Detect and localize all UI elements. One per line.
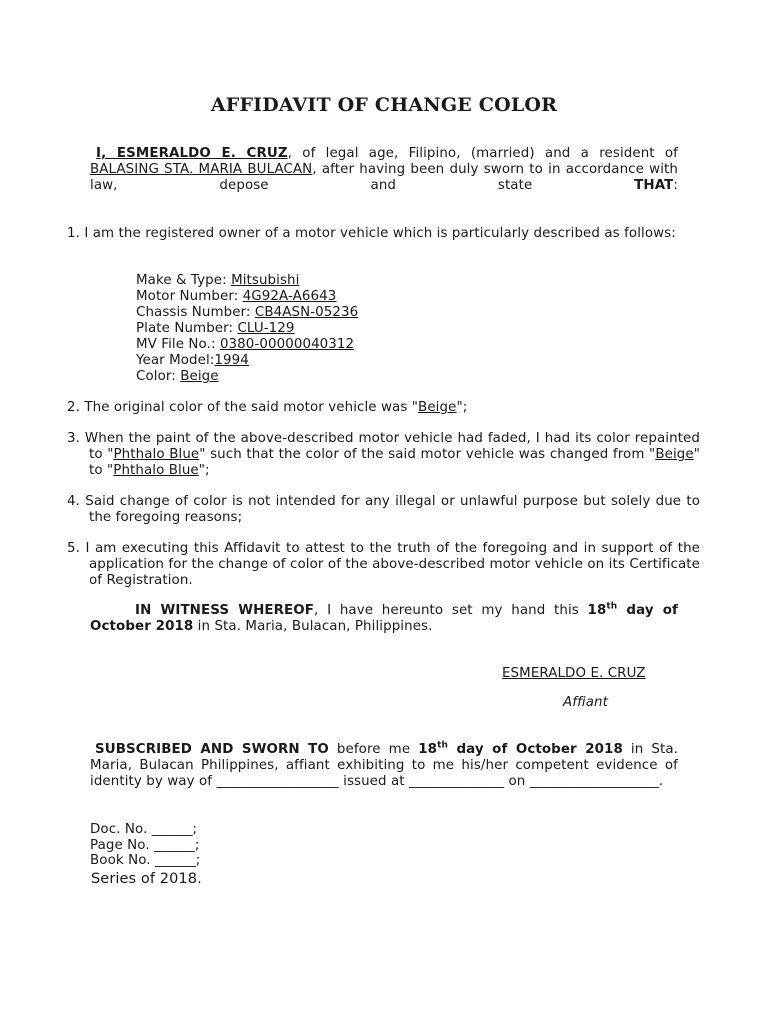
item-2-text-2: "; bbox=[456, 400, 468, 415]
motor-value: 4G92A-A6643 bbox=[242, 289, 337, 304]
identity-blank: __________________ bbox=[216, 774, 339, 789]
chassis-value: CB4ASN-05236 bbox=[254, 305, 359, 320]
item-3-text-1: When the paint of the above-described motor vehicle had faded, I had its color repainted to " bbox=[84, 431, 700, 462]
item-2-text-1: The original color of the said motor vehicle was " bbox=[84, 400, 419, 415]
subscribed-text-1: before me bbox=[328, 742, 419, 757]
item-2 bbox=[67, 400, 700, 416]
color-row bbox=[136, 369, 358, 385]
mv-value: 0380-00000040312 bbox=[219, 337, 355, 352]
page-number: Page No. ______; bbox=[90, 837, 200, 853]
item-3-text-2: " such that the color of the said motor vehicle was changed from " bbox=[199, 447, 656, 462]
motor-label: Motor Number: bbox=[136, 289, 243, 304]
subscribed-day-word: day of October 2018 bbox=[448, 742, 623, 757]
chassis-row bbox=[136, 305, 358, 321]
item-2-color: Beige bbox=[418, 400, 457, 415]
chassis-label: Chassis Number: bbox=[136, 305, 255, 320]
witness-lead: IN WITNESS WHEREOF bbox=[135, 603, 315, 618]
subscribed-paragraph bbox=[90, 742, 678, 790]
subscribed-day bbox=[418, 742, 623, 757]
plate-label: Plate Number: bbox=[136, 321, 238, 336]
color-value: Beige bbox=[180, 369, 219, 384]
subscribed-text-3: issued at bbox=[338, 774, 409, 789]
issued-at-blank: ______________ bbox=[409, 774, 505, 789]
subscribed-text-2: in Sta. Maria, Bulacan Philippines, affiant exhibiting to me his/her competent evidence of identity by way of bbox=[90, 742, 679, 789]
witness-text-2: in Sta. Maria, Bulacan, Philippines. bbox=[193, 619, 433, 634]
item-3-text-4: "; bbox=[198, 463, 210, 478]
residence: BALASING STA. MARIA BULACAN bbox=[90, 162, 313, 177]
subscribed-day-suffix: th bbox=[437, 740, 448, 751]
plate-value: CLU-129 bbox=[237, 321, 295, 336]
item-1 bbox=[67, 226, 700, 242]
notary-refs bbox=[90, 822, 200, 869]
item-3 bbox=[67, 431, 700, 479]
year-value: 1994 bbox=[214, 353, 249, 368]
series-year: Series of 2018. bbox=[91, 871, 202, 887]
signature-name: ESMERALDO E. CRUZ bbox=[502, 666, 646, 681]
mv-row bbox=[136, 337, 358, 353]
item-3-number: 3. bbox=[67, 431, 80, 446]
item-5-number: 5. bbox=[67, 541, 80, 556]
intro-text-3: : bbox=[673, 178, 678, 193]
item-3-new-color-2: Phthalo Blue bbox=[113, 463, 199, 478]
item-4-number: 4. bbox=[67, 494, 80, 509]
item-4 bbox=[67, 494, 700, 526]
year-row bbox=[136, 353, 358, 369]
intro-text-1: , of legal age, Filipino, (married) and a resident of bbox=[287, 146, 678, 161]
item-1-text: I am the registered owner of a motor vehicle which is particularly described as follows: bbox=[84, 226, 676, 241]
color-label: Color: bbox=[136, 369, 181, 384]
witness-text-1: , I have hereunto set my hand this bbox=[314, 603, 588, 618]
witness-day-number: 18 bbox=[587, 603, 607, 618]
plate-row bbox=[136, 321, 358, 337]
mv-label: MV File No.: bbox=[136, 337, 220, 352]
witness-day-word: day of October 2018 bbox=[90, 603, 678, 634]
affiant-name: I, ESMERALDO E. CRUZ bbox=[96, 146, 288, 161]
subscribed-text-4: on bbox=[504, 774, 530, 789]
item-1-number: 1. bbox=[67, 226, 80, 241]
item-3-old-color: Beige bbox=[655, 447, 694, 462]
item-3-text-3: " to " bbox=[89, 447, 700, 478]
book-number: Book No. ______; bbox=[90, 853, 201, 868]
item-2-number: 2. bbox=[67, 400, 80, 415]
subscribed-text-5: . bbox=[658, 774, 664, 789]
make-row bbox=[136, 273, 358, 289]
witness-paragraph bbox=[90, 603, 678, 635]
item-5 bbox=[67, 541, 700, 589]
subscribed-lead: SUBSCRIBED AND SWORN TO bbox=[95, 742, 329, 757]
item-4-text: Said change of color is not intended for any illegal or unlawful purpose but solely due to the foregoing reasons; bbox=[85, 494, 701, 525]
year-label: Year Model: bbox=[136, 353, 215, 368]
motor-row bbox=[136, 289, 358, 305]
make-label: Make & Type: bbox=[136, 273, 232, 288]
intro-paragraph bbox=[90, 146, 678, 194]
intro-text-2: , after having been duly sworn to in accordance with law, depose and state bbox=[90, 162, 678, 193]
that-keyword: THAT bbox=[634, 178, 674, 193]
doc-number: Doc. No. ______; bbox=[90, 822, 198, 837]
item-3-new-color: Phthalo Blue bbox=[113, 447, 200, 462]
subscribed-day-number: 18 bbox=[418, 742, 438, 757]
vehicle-details bbox=[136, 273, 358, 385]
signature-role: Affiant bbox=[563, 695, 608, 710]
make-value: Mitsubishi bbox=[231, 273, 300, 288]
item-5-text: I am executing this Affidavit to attest to the truth of the foregoing and in support of the application for the change of color of the above-described motor vehicle on its Certificate of Registration. bbox=[85, 541, 700, 588]
issued-on-blank: ___________________ bbox=[529, 774, 659, 789]
document-title: AFFIDAVIT OF CHANGE COLOR bbox=[210, 94, 558, 116]
witness-day-suffix: th bbox=[606, 601, 618, 612]
